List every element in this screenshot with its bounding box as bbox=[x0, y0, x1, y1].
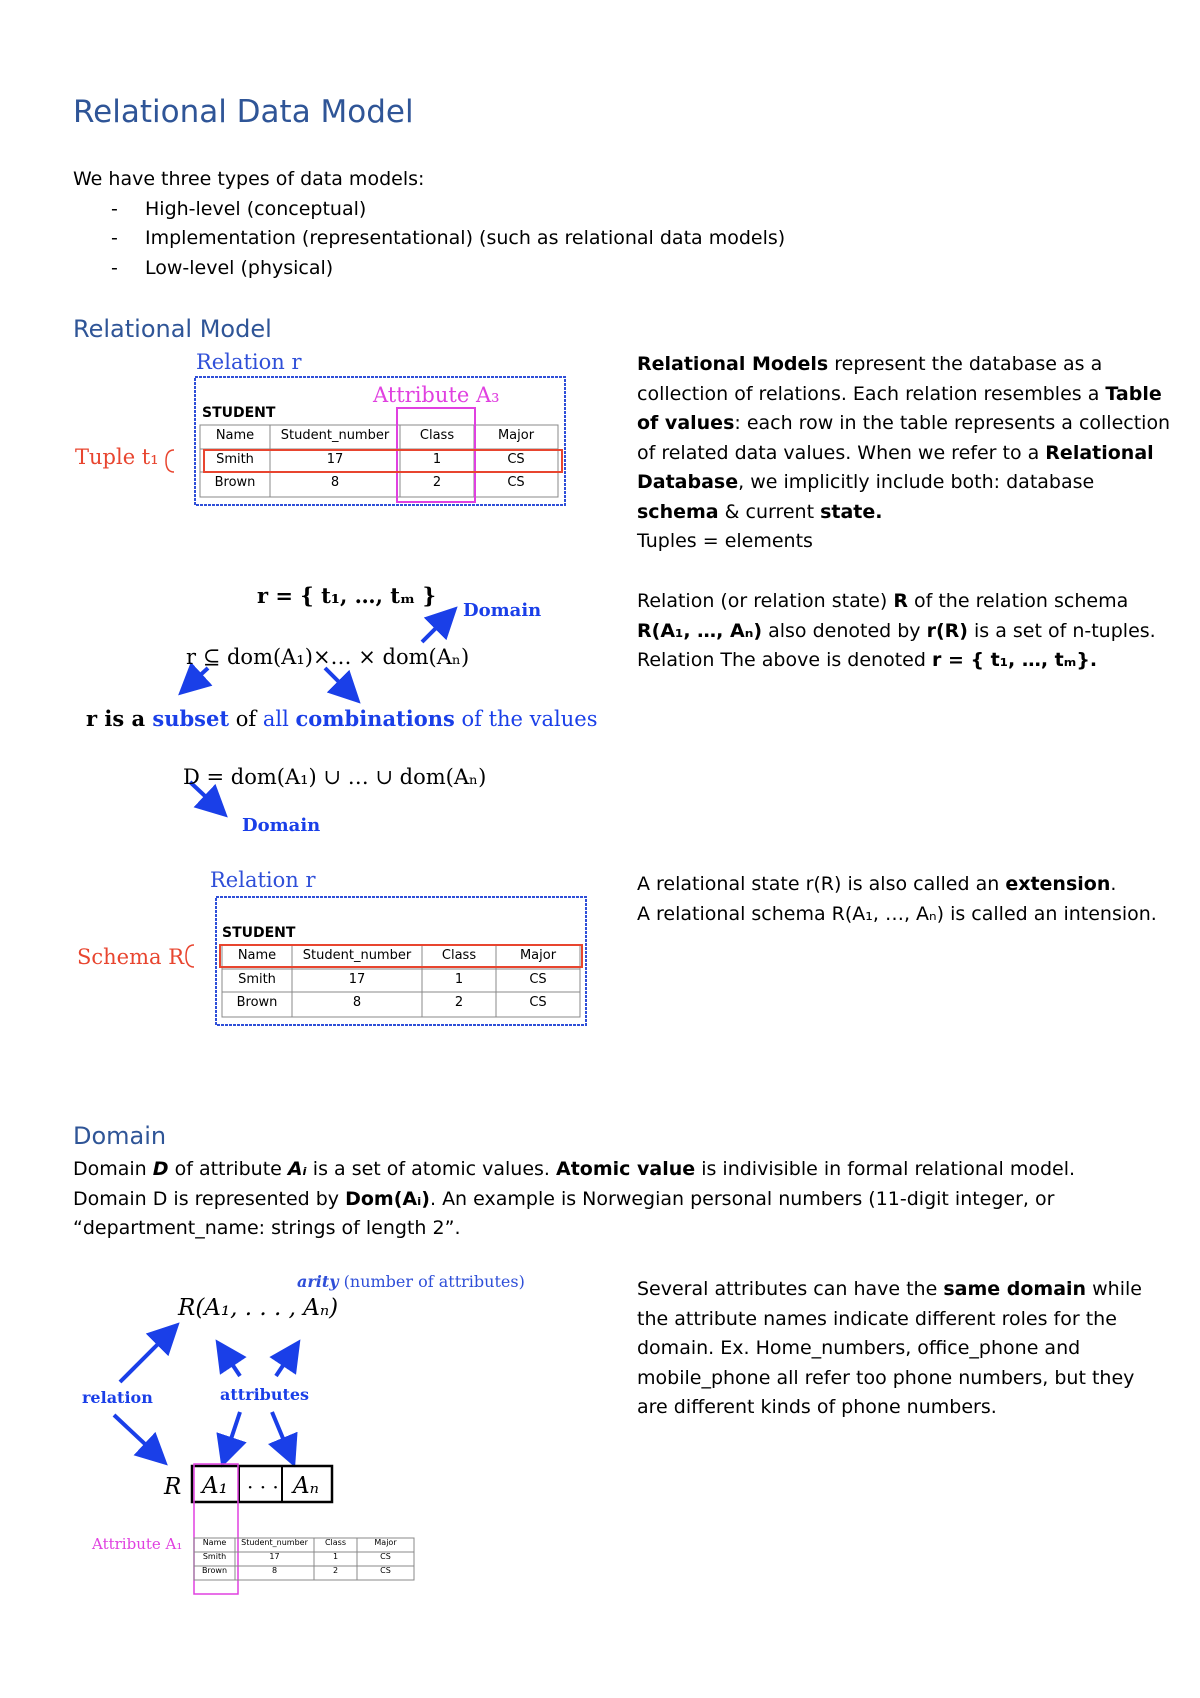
text: of the values bbox=[454, 707, 598, 731]
text: . bbox=[1110, 873, 1117, 895]
attributes-label: attributes bbox=[220, 1385, 310, 1404]
text: of the relation schema bbox=[907, 590, 1129, 612]
text: all bbox=[262, 707, 296, 731]
table-cell: CS bbox=[529, 995, 547, 1010]
term: D bbox=[152, 1158, 169, 1180]
mini-col-header: Name bbox=[202, 1538, 227, 1547]
list-item: - Implementation (representational) (such as relational data models) bbox=[73, 224, 973, 254]
attribute-a3-label: Attribute A₃ bbox=[373, 383, 500, 407]
section-heading-domain: Domain bbox=[73, 1122, 167, 1150]
text: arity bbox=[297, 1272, 339, 1291]
table-cell: 1 bbox=[432, 452, 442, 467]
text: Relation (or relation state) bbox=[637, 590, 894, 612]
arity-arrows bbox=[100, 1320, 340, 1470]
table-cell: Brown bbox=[236, 995, 278, 1010]
col-header-name: Name bbox=[215, 428, 255, 443]
term: Table of values bbox=[637, 382, 1162, 434]
list-item: - Low-level (physical) bbox=[73, 254, 973, 284]
text: of attribute bbox=[168, 1158, 288, 1180]
text: r is a bbox=[86, 706, 153, 731]
mini-cell: 17 bbox=[269, 1552, 280, 1561]
list-item: - High-level (conceptual) bbox=[73, 195, 973, 225]
paragraph-relational-models bbox=[637, 350, 1177, 557]
term: same domain bbox=[943, 1278, 1087, 1300]
term: r = { t₁, …, tₘ}. bbox=[931, 649, 1098, 671]
term: Atomic value bbox=[556, 1158, 696, 1180]
text: represent the database as a collection of relations. Each relation resembles a bbox=[637, 353, 1106, 405]
text: while the attribute names indicate different roles for the domain. Ex. Home_numbers, office_phone and mobile_phone all refer too phone numbers, but they are different kinds of phone numbers. bbox=[637, 1278, 1142, 1418]
mini-cell: Brown bbox=[201, 1566, 228, 1575]
term: R bbox=[893, 590, 908, 612]
mini-cell: CS bbox=[380, 1552, 391, 1561]
term: extension bbox=[1005, 873, 1111, 895]
intro-lead: We have three types of data models: bbox=[73, 168, 425, 190]
formula-subset: r ⊆ dom(A₁)×… × dom(Aₙ) bbox=[186, 645, 470, 669]
paragraph-extension bbox=[637, 870, 1177, 929]
schema-formula: R(A₁, . . . , Aₙ) bbox=[178, 1295, 339, 1321]
mini-cell: CS bbox=[380, 1566, 391, 1575]
table-name-2: STUDENT bbox=[222, 925, 296, 941]
r-symbol: R bbox=[164, 1474, 182, 1500]
text: is a set of atomic values. bbox=[306, 1158, 556, 1180]
text: & current bbox=[718, 500, 821, 523]
relation-r-label: Relation r bbox=[196, 350, 302, 374]
table-cell: CS bbox=[529, 972, 547, 987]
text: : each row in the table represents a collection of related data values. When we refer to a bbox=[637, 412, 1171, 464]
table-cell: 17 bbox=[348, 972, 366, 987]
text: also denoted by bbox=[762, 619, 927, 642]
text: Tuples = elements bbox=[637, 530, 813, 552]
mini-cell: 1 bbox=[332, 1552, 339, 1561]
term: Dom(Aᵢ) bbox=[345, 1187, 430, 1210]
page-title: Relational Data Model bbox=[73, 94, 414, 130]
table-cell: Smith bbox=[238, 972, 276, 987]
text: is a set of n-tuples. Relation The above is denoted bbox=[637, 619, 1156, 671]
text: of bbox=[229, 707, 263, 731]
text: , we implicitly include both: database bbox=[738, 471, 1095, 493]
col-header-name: Name bbox=[237, 948, 277, 963]
dots-symbol: · · · bbox=[247, 1475, 279, 1499]
table-cell: 17 bbox=[326, 452, 344, 467]
col-header-major: Major bbox=[497, 428, 535, 443]
col-header-class: Class bbox=[419, 428, 455, 443]
section-heading-relational-model: Relational Model bbox=[73, 315, 272, 343]
schema-r-label: Schema R bbox=[77, 945, 185, 969]
table-cell: 1 bbox=[454, 972, 464, 987]
formula-union: D = dom(A₁) ∪ … ∪ dom(Aₙ) bbox=[183, 765, 487, 789]
text: (number of attributes) bbox=[338, 1272, 525, 1291]
term: Relational Models bbox=[637, 353, 829, 375]
text: A relational schema R(A₁, …, Aₙ) is called an intension. bbox=[637, 902, 1157, 925]
table-cell: 8 bbox=[330, 475, 340, 490]
text: subset bbox=[152, 706, 230, 731]
col-header-class: Class bbox=[441, 948, 477, 963]
text: . An example is Norwegian personal numbers (11-digit integer, or “department_name: strings of length 2”. bbox=[73, 1187, 1055, 1239]
term: r(R) bbox=[926, 619, 968, 642]
term: state. bbox=[820, 500, 883, 523]
term: Relational Database bbox=[637, 441, 1154, 493]
formula-r-set: r = { t₁, …, tₘ } bbox=[257, 583, 437, 608]
text: is indivisible in formal relational model. Domain D is represented by bbox=[73, 1158, 1076, 1210]
attribute-a1-label: Attribute A₁ bbox=[92, 1535, 183, 1553]
col-header-student-number: Student_number bbox=[302, 948, 412, 963]
formula-caption bbox=[86, 706, 598, 731]
a1-symbol: A₁ bbox=[202, 1473, 228, 1499]
mini-cell: Smith bbox=[202, 1552, 227, 1561]
paragraph-relation-state bbox=[637, 587, 1177, 676]
tuple-t1-label: Tuple t₁ bbox=[75, 445, 159, 469]
table-cell: 8 bbox=[352, 995, 362, 1010]
arity-label bbox=[297, 1272, 525, 1291]
model-types-list bbox=[73, 195, 973, 284]
mini-cell: 8 bbox=[271, 1566, 278, 1575]
relation-r-label-2: Relation r bbox=[210, 868, 316, 892]
table-cell: Brown bbox=[214, 475, 256, 490]
domain-label-2: Domain bbox=[242, 815, 321, 836]
term: schema bbox=[637, 500, 719, 523]
text: Several attributes can have the bbox=[637, 1278, 944, 1300]
col-header-student-number: Student_number bbox=[280, 428, 390, 443]
table-cell: Smith bbox=[216, 452, 254, 467]
text: combinations bbox=[295, 706, 455, 731]
table-cell: 2 bbox=[454, 995, 464, 1010]
an-symbol: Aₙ bbox=[293, 1473, 319, 1499]
table-cell: CS bbox=[507, 475, 525, 490]
domain-label: Domain bbox=[463, 600, 542, 621]
term: Aᵢ bbox=[287, 1158, 307, 1180]
mini-col-header: Class bbox=[324, 1538, 347, 1547]
paragraph-same-domain bbox=[637, 1275, 1157, 1423]
relation-label: relation bbox=[82, 1388, 153, 1407]
paragraph-domain bbox=[73, 1155, 1133, 1244]
text: A relational state r(R) is also called an bbox=[637, 873, 1006, 895]
mini-col-header: Major bbox=[374, 1538, 397, 1547]
term: R(A₁, …, Aₙ) bbox=[637, 619, 763, 642]
table-cell: 2 bbox=[432, 475, 442, 490]
mini-col-header: Student_number bbox=[241, 1538, 308, 1547]
col-header-major: Major bbox=[519, 948, 557, 963]
table-cell: CS bbox=[507, 452, 525, 467]
intro bbox=[73, 165, 973, 283]
table-name: STUDENT bbox=[202, 405, 276, 421]
mini-cell: 2 bbox=[332, 1566, 339, 1575]
text: Domain bbox=[73, 1158, 153, 1180]
